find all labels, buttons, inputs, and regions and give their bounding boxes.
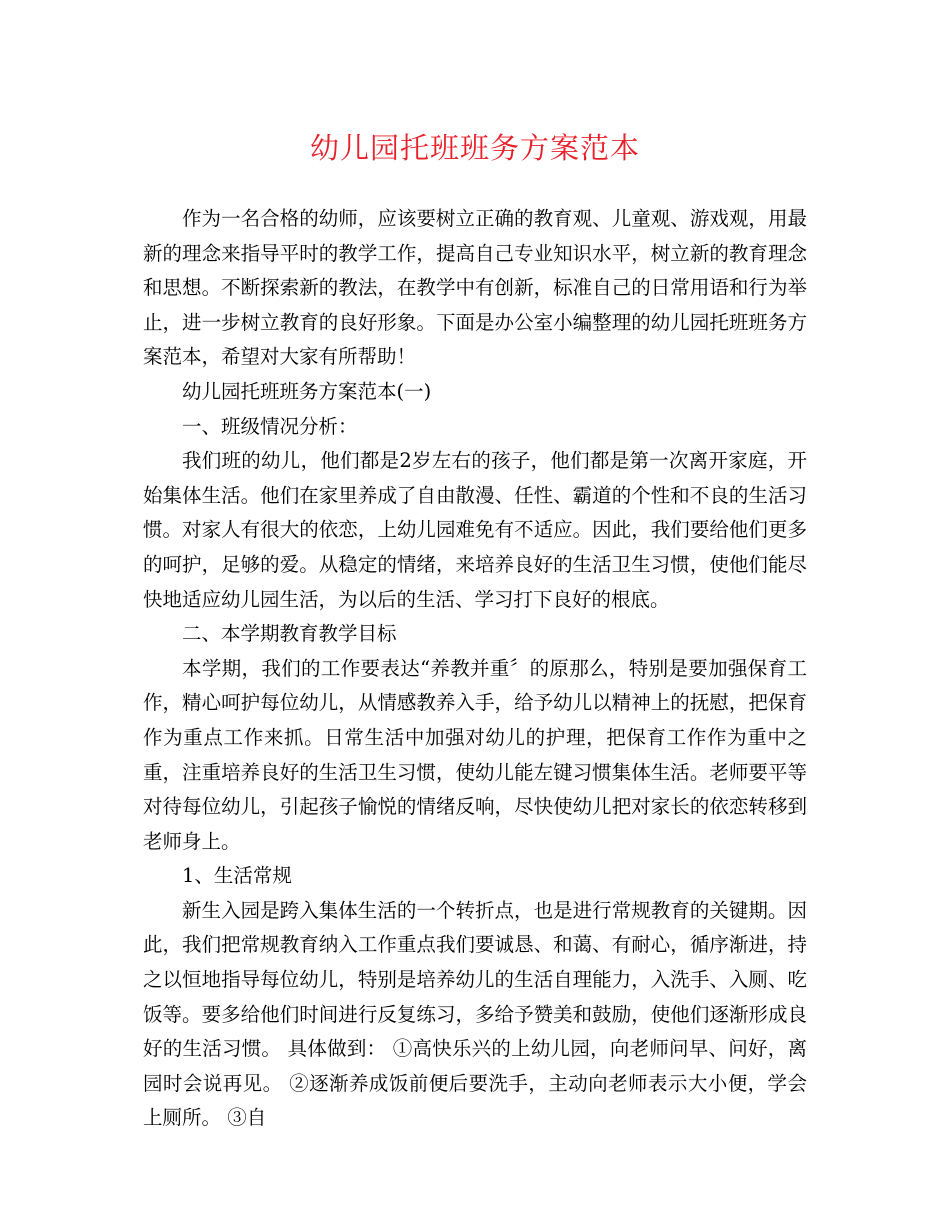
section-heading-class-analysis: 一、班级情况分析： [182,414,358,438]
goals-paragraph: 本学期，我们的工作要表达“养教并重〞的原那么，特别是要加强保育工作，精心呵护每位幼儿，从情感教养入手，给予幼儿以精神上的抚慰，把保育作为重点工作来抓。日常生活中加强对幼儿的护理，把保育工作作为重中之重，注重培养良好的生活卫生习惯，使幼儿能左键习惯集体生活。老师要平等对待每位幼儿，引起孩子愉悦的情绪反响，尽快使幼儿把对家长的依恋转移到老师身上。 [143,656,807,853]
document-body [143,202,807,1136]
intro-paragraph: 作为一名合格的幼师，应该要树立正确的教育观、儿童观、游戏观，用最新的理念来指导平时的教学工作，提高自己专业知识水平，树立新的教育理念和思想。不断探索新的教法，在教学中有创新，标准自己的日常用语和行为举止，进一步树立教育的良好形象。下面是办公室小编整理的幼儿园托班班务方案范本，希望对大家有所帮助！ [143,207,807,369]
class-analysis-paragraph: 我们班的幼儿，他们都是2岁左右的孩子，他们都是第一次离开家庭，开始集体生活。他们在家里养成了自由散漫、任性、霸道的个性和不良的生活习惯。对家人有很大的依恋，上幼儿园难免有不适应。因此，我们要给他们更多的呵护，足够的爱。从稳定的情绪，来培养良好的生活卫生习惯，使他们能尽快地适应幼儿园生活，为以后的生活、学习打下良好的根底。 [143,449,807,611]
document-title: 幼儿园托班班务方案范本 [309,131,640,165]
section-heading-plan-one: 幼儿园托班班务方案范本(一) [182,379,432,403]
subheading-daily-routine: 1、生活常规 [182,864,292,888]
daily-routine-paragraph: 新生入园是跨入集体生活的一个转折点，也是进行常规教育的关键期。因此，我们把常规教育纳入工作重点我们要诚恳、和蔼、有耐心，循序渐进，持之以恒地指导每位幼儿，特别是培养幼儿的生活自理能力，入洗手、入厕、吃饭等。要多给他们时间进行反复练习，多给予赞美和鼓励，使他们逐渐形成良好的生活习惯。 具体做到： ①高快乐兴的上幼儿园，向老师问早、问好，离园时会说再见。 ②逐渐养成饭前便后要洗手，主动向老师表示大小便，学会上厕所。 ③自 [143,898,807,1130]
section-heading-goals: 二、本学期教育教学目标 [182,622,397,646]
